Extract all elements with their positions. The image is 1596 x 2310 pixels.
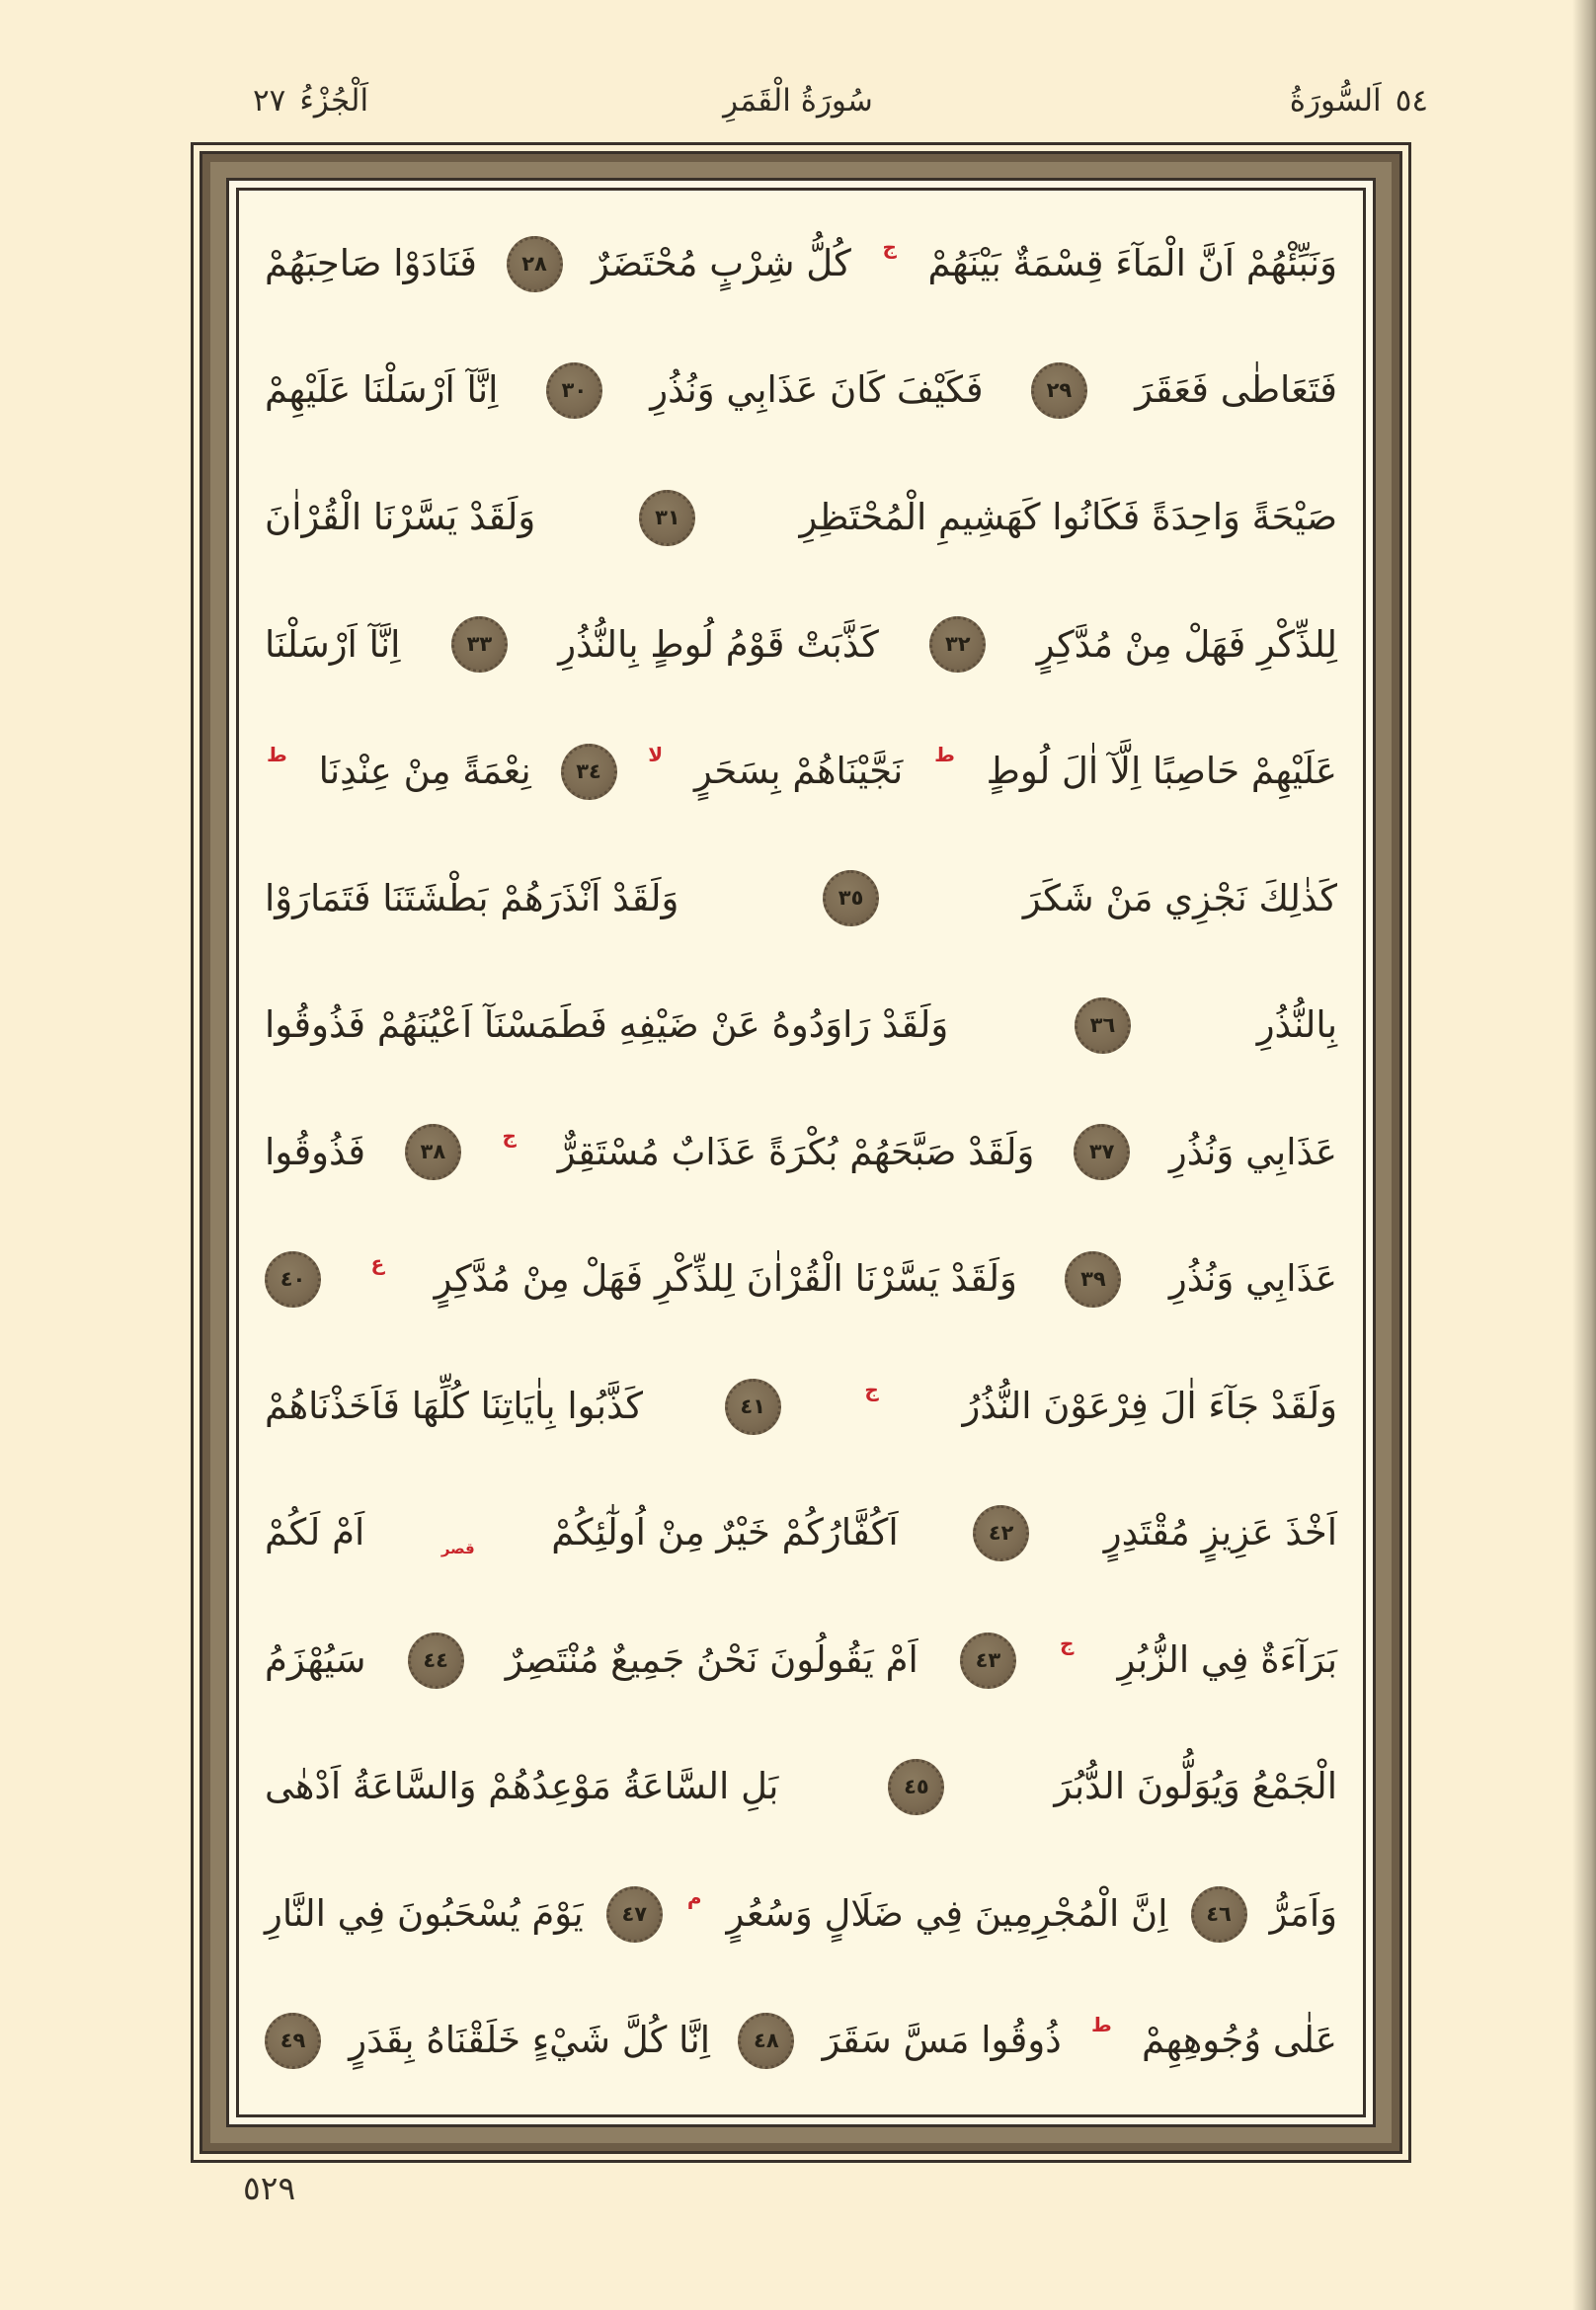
- verse-number-rosette: ٣٤: [561, 744, 617, 800]
- verse-number-rosette: ٣٩: [1065, 1251, 1121, 1308]
- verse-text: فَنَادَوْا صَاحِبَهُمْ: [265, 241, 477, 284]
- verse-text: وَلَقَدْ يَسَّرْنَا الْقُرْاٰنَ لِلذِّكْرِ فَهَلْ مِنْ مُدَّكِرٍ: [434, 1257, 1017, 1301]
- quran-line: [265, 1759, 1337, 1815]
- surah-title-text: سُورَةُ الْقَمَرِ: [723, 83, 873, 119]
- quran-line: [265, 1379, 1337, 1435]
- frame-line-inner: [226, 178, 1376, 2127]
- verse-number-rosette: ٤٧: [606, 1886, 663, 1943]
- quran-line: [265, 1505, 1337, 1561]
- verse-number-rosette: ٣٣: [451, 616, 508, 673]
- stop-mark: ع: [370, 1250, 385, 1275]
- quran-line: [265, 616, 1337, 673]
- quran-line: [265, 490, 1337, 546]
- verse-text: اِنَّ الْمُجْرِمِينَ فِي ضَلَالٍ وَسُعُرٍ: [726, 1891, 1168, 1935]
- verse-text: اَمْ لَكُمْ: [265, 1511, 365, 1554]
- verse-text: سَيُهْزَمُ: [265, 1637, 366, 1681]
- quran-line: [265, 1251, 1337, 1308]
- page-number: ٥٢٩: [243, 2169, 296, 2207]
- verse-text: كُلُّ شِرْبٍ مُحْتَضَرٌ: [592, 241, 851, 284]
- frame-line-2: [200, 151, 1402, 2154]
- stop-mark: ط: [267, 743, 287, 767]
- frame-inner-panel: [236, 188, 1366, 2117]
- verse-text: فَذُوقُوا: [265, 1130, 366, 1173]
- stop-mark: ج: [502, 1123, 517, 1148]
- verse-text: اِنَّا كُلَّ شَيْءٍ خَلَقْنَاهُ بِقَدَرٍ: [349, 2019, 711, 2062]
- verse-text: لِلذِّكْرِ فَهَلْ مِنْ مُدَّكِرٍ: [1036, 622, 1337, 666]
- verse-text: بَرَآءَةٌ فِي الزُّبُرِ: [1117, 1637, 1337, 1681]
- verse-text: بِالنُّذُرِ: [1256, 1003, 1337, 1047]
- verse-text: وَلَقَدْ يَسَّرْنَا الْقُرْاٰنَ: [265, 495, 536, 538]
- stop-mark: ج: [882, 235, 897, 260]
- verse-text: اَمْ يَقُولُونَ نَحْنُ جَمِيعٌ مُنْتَصِرٌ: [505, 1637, 918, 1681]
- verse-text: عَذَابِي وَنُذُرِ: [1168, 1257, 1337, 1301]
- verse-text: نِعْمَةً مِنْ عِنْدِنَا: [318, 750, 531, 793]
- stop-mark: قصر: [440, 1540, 475, 1558]
- verse-text: فَتَعَاطٰى فَعَقَرَ: [1135, 368, 1337, 412]
- verse-text: اِنَّآ اَرْسَلْنَا: [265, 622, 401, 666]
- verse-text: اَخْذَ عَزِيزٍ مُقْتَدِرٍ: [1103, 1511, 1337, 1554]
- verse-text: يَوْمَ يُسْحَبُونَ فِي النَّارِ: [265, 1891, 584, 1935]
- quran-line: [265, 870, 1337, 926]
- stop-mark: ج: [1059, 1632, 1075, 1656]
- verse-text: بَلِ السَّاعَةُ مَوْعِدُهُمْ وَالسَّاعَةُ اَدْهٰى: [265, 1765, 779, 1808]
- quran-line: [265, 362, 1337, 419]
- verse-number-rosette: ٣٨: [405, 1124, 461, 1180]
- quran-line: [265, 997, 1337, 1054]
- quran-line: [265, 1633, 1337, 1689]
- verse-text: عَلٰى وُجُوهِهِمْ: [1142, 2019, 1337, 2062]
- surah-word: اَلسُّورَةُ: [1289, 83, 1382, 119]
- verse-text: وَاَمَرُّ: [1269, 1891, 1337, 1935]
- verse-text: عَلَيْهِمْ حَاصِبًا اِلَّآ اٰلَ لُوطٍ: [986, 750, 1337, 793]
- verse-number-rosette: ٤٢: [973, 1505, 1029, 1561]
- verse-number-rosette: ٢٩: [1031, 362, 1087, 419]
- verse-number-rosette: ٤٠: [265, 1251, 321, 1308]
- verse-number-rosette: ٣٢: [929, 616, 986, 673]
- quran-line: [265, 1886, 1337, 1943]
- frame-band-dark: [202, 154, 1399, 2151]
- verse-text: ذُوقُوا مَسَّ سَقَرَ: [822, 2019, 1062, 2062]
- surah-title: [723, 65, 873, 136]
- juz-word: اَلْجُزْءُ: [299, 83, 369, 119]
- verse-number-rosette: ٢٨: [507, 236, 563, 292]
- verse-text: فَكَيْفَ كَانَ عَذَابِي وَنُذُرِ: [650, 368, 984, 412]
- verse-text: اِنَّآ اَرْسَلْنَا عَلَيْهِمْ: [265, 368, 499, 412]
- verse-number-rosette: ٤٥: [888, 1759, 944, 1815]
- verse-text: عَذَابِي وَنُذُرِ: [1168, 1130, 1337, 1173]
- frame-band-light: [210, 162, 1392, 2143]
- verse-text: وَنَبِّئْهُمْ اَنَّ الْمَآءَ قِسْمَةٌ بَيْنَهُمْ: [927, 241, 1337, 284]
- verse-text: نَجَّيْنَاهُمْ بِسَحَرٍ: [693, 750, 904, 793]
- stop-mark: لا: [648, 743, 664, 767]
- surah-number: ٥٤: [1395, 83, 1428, 119]
- verse-text: الْجَمْعُ وَيُوَلُّونَ الدُّبُرَ: [1054, 1765, 1337, 1808]
- page-edge-shadow: [1572, 0, 1596, 2310]
- verse-text: اَكُفَّارُكُمْ خَيْرٌ مِنْ اُولٰٓئِكُمْ: [551, 1511, 899, 1554]
- quran-line: [265, 744, 1337, 800]
- stop-mark: م: [686, 1885, 702, 1910]
- verse-text: وَلَقَدْ اَنْذَرَهُمْ بَطْشَتَنَا فَتَمَارَوْا: [265, 876, 679, 919]
- quran-text-body: [239, 191, 1363, 2114]
- juz-label: [253, 65, 368, 136]
- stop-mark: ط: [934, 743, 955, 767]
- juz-number: ٢٧: [253, 83, 286, 119]
- verse-number-rosette: ٣١: [639, 490, 695, 546]
- stop-mark: ط: [1090, 2012, 1112, 2036]
- ornamental-frame: [191, 142, 1411, 2163]
- stop-mark: ج: [864, 1378, 879, 1402]
- verse-text: كَذَّبُوا بِاٰيَاتِنَا كُلِّهَا فَاَخَذْنَاهُمْ: [265, 1384, 644, 1427]
- verse-number-rosette: ٤٦: [1191, 1886, 1247, 1943]
- verse-text: وَلَقَدْ صَبَّحَهُمْ بُكْرَةً عَذَابٌ مُسْتَقِرٌّ: [557, 1130, 1035, 1173]
- verse-number-rosette: ٤٣: [960, 1633, 1016, 1689]
- verse-number-rosette: ٣٧: [1074, 1124, 1130, 1180]
- quran-line: [265, 2013, 1337, 2069]
- verse-text: صَيْحَةً وَاحِدَةً فَكَانُوا كَهَشِيمِ الْمُحْتَظِرِ: [799, 495, 1337, 538]
- verse-text: وَلَقَدْ جَآءَ اٰلَ فِرْعَوْنَ النُّذُرُ: [962, 1384, 1337, 1427]
- quran-line: [265, 1124, 1337, 1180]
- verse-number-rosette: ٤١: [725, 1379, 781, 1435]
- verse-text: كَذٰلِكَ نَجْزِي مَنْ شَكَرَ: [1022, 876, 1337, 919]
- surah-number-label: [1290, 65, 1428, 136]
- quran-line: [265, 236, 1337, 292]
- verse-number-rosette: ٣٥: [823, 870, 879, 926]
- verse-number-rosette: ٣٦: [1075, 997, 1131, 1054]
- verse-number-rosette: ٤٨: [738, 2013, 794, 2069]
- verse-text: كَذَّبَتْ قَوْمُ لُوطٍ بِالنُّذُرِ: [558, 622, 879, 666]
- verse-text: وَلَقَدْ رَاوَدُوهُ عَنْ ضَيْفِهِ فَطَمَسْنَآ اَعْيُنَهُمْ فَذُوقُوا: [265, 1003, 949, 1047]
- verse-number-rosette: ٣٠: [546, 362, 602, 419]
- verse-number-rosette: ٤٤: [408, 1633, 464, 1689]
- verse-number-rosette: ٤٩: [265, 2013, 321, 2069]
